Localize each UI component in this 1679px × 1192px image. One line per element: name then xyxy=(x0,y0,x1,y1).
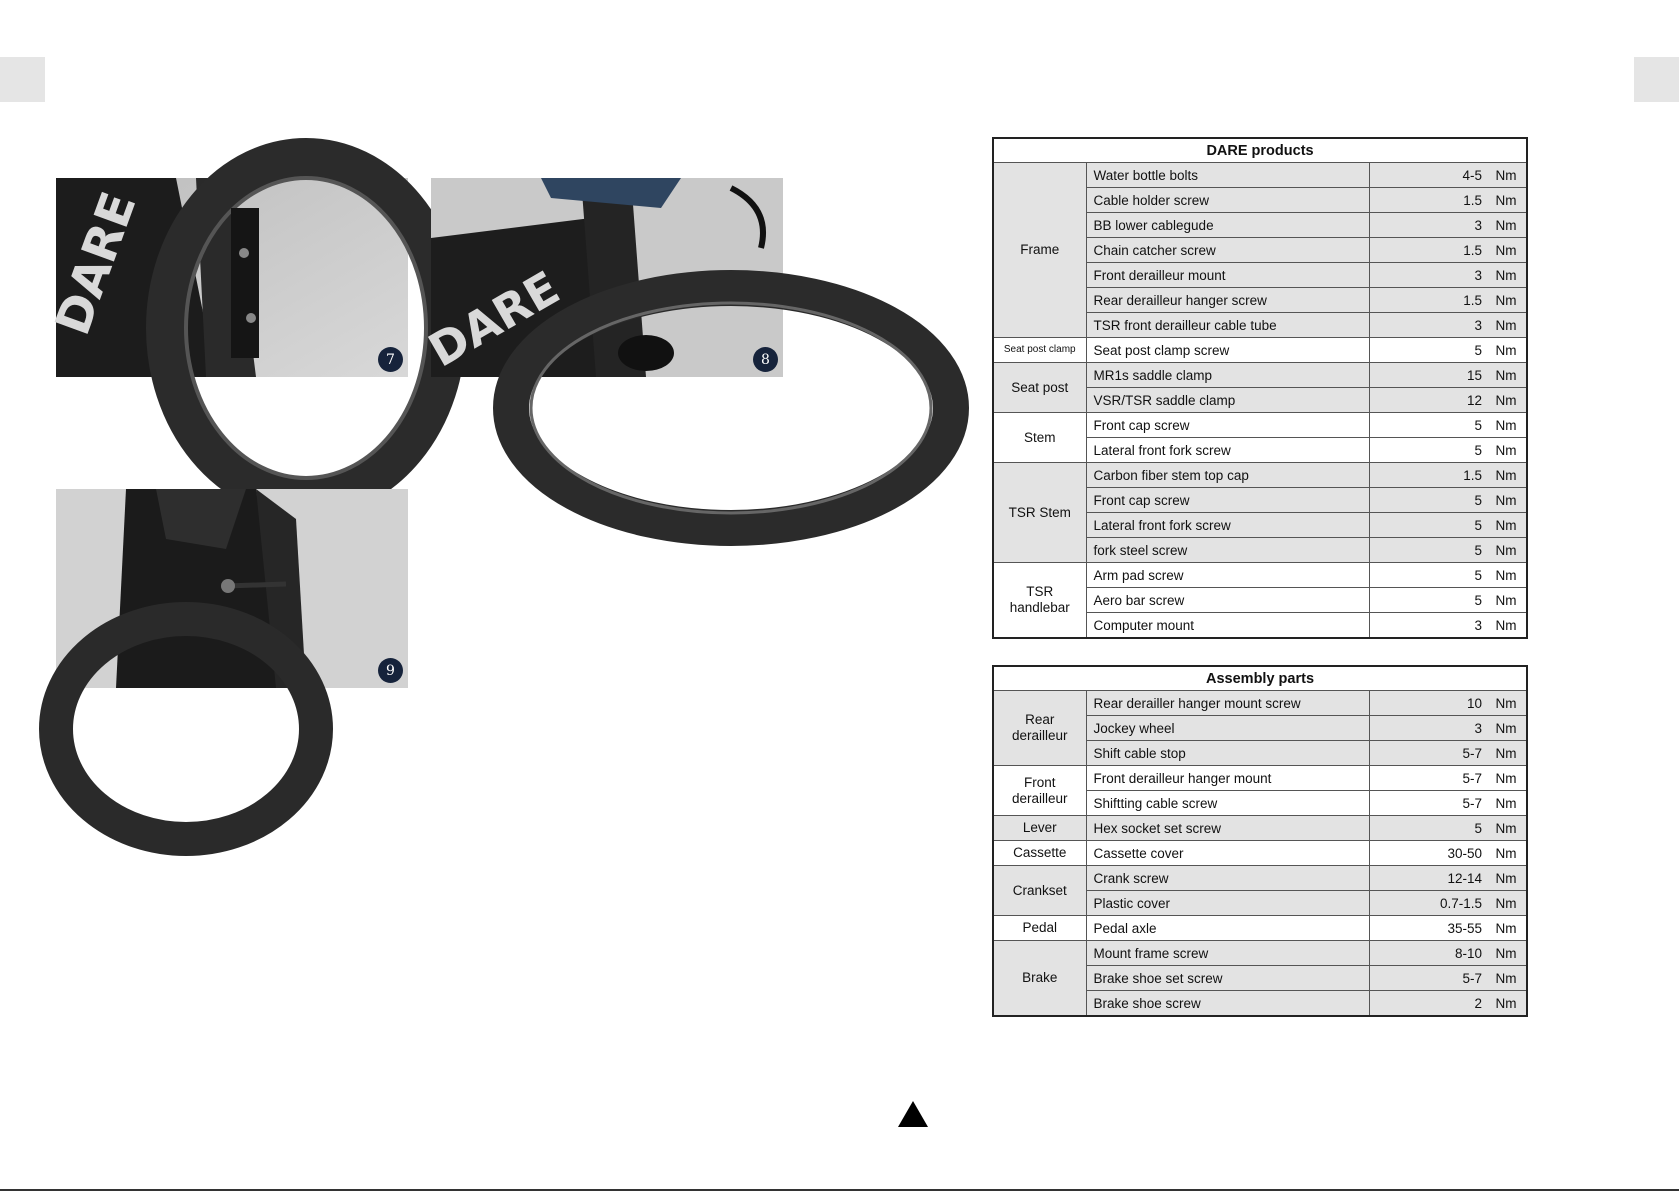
table-row xyxy=(993,413,1527,438)
torque-unit: Nm xyxy=(1495,192,1517,208)
torque-cell xyxy=(1369,841,1527,866)
torque-unit: Nm xyxy=(1495,442,1517,458)
torque-unit: Nm xyxy=(1495,267,1517,283)
torque-unit: Nm xyxy=(1495,920,1517,936)
torque-cell xyxy=(1369,613,1527,639)
part-name: Jockey wheel xyxy=(1086,716,1369,741)
table-row xyxy=(993,363,1527,388)
part-name: Cassette cover xyxy=(1086,841,1369,866)
group-label: TSR Stem xyxy=(993,463,1086,563)
torque-value: 5-7 xyxy=(1462,770,1483,786)
torque-unit: Nm xyxy=(1495,167,1517,183)
part-name: Shiftting cable screw xyxy=(1086,791,1369,816)
torque-unit: Nm xyxy=(1495,342,1517,358)
torque-cell xyxy=(1369,691,1527,716)
part-name: Front cap screw xyxy=(1086,488,1369,513)
torque-cell xyxy=(1369,263,1527,288)
part-name: fork steel screw xyxy=(1086,538,1369,563)
torque-value: 12-14 xyxy=(1447,870,1483,886)
group-label: TSR handlebar xyxy=(993,563,1086,639)
part-name: Chain catcher screw xyxy=(1086,238,1369,263)
svg-text:DARE: DARE xyxy=(44,185,148,343)
torque-cell xyxy=(1369,488,1527,513)
photo-7 xyxy=(44,178,408,377)
torque-cell xyxy=(1369,791,1527,816)
group-label: Frame xyxy=(993,163,1086,338)
table-row xyxy=(993,563,1527,588)
part-name: Aero bar screw xyxy=(1086,588,1369,613)
torque-cell xyxy=(1369,816,1527,841)
torque-cell xyxy=(1369,941,1527,966)
torque-unit: Nm xyxy=(1495,970,1517,986)
torque-value: 12 xyxy=(1467,392,1483,408)
torque-value: 3 xyxy=(1474,267,1483,283)
part-name: Shift cable stop xyxy=(1086,741,1369,766)
torque-cell xyxy=(1369,991,1527,1017)
photo-number-badge: 7 xyxy=(378,347,403,372)
part-name: Mount frame screw xyxy=(1086,941,1369,966)
part-name: VSR/TSR saddle clamp xyxy=(1086,388,1369,413)
table-row xyxy=(993,816,1527,841)
torque-value: 5-7 xyxy=(1462,970,1483,986)
torque-cell xyxy=(1369,213,1527,238)
part-name: Brake shoe screw xyxy=(1086,991,1369,1017)
photo-9 xyxy=(56,489,408,688)
torque-cell xyxy=(1369,563,1527,588)
torque-value: 5 xyxy=(1474,592,1483,608)
torque-value: 35-55 xyxy=(1447,920,1483,936)
bike-fork-crown-image xyxy=(56,489,408,688)
photo-number-badge: 9 xyxy=(378,658,403,683)
table-row xyxy=(993,916,1527,941)
part-name: Cable holder screw xyxy=(1086,188,1369,213)
torque-value: 1.5 xyxy=(1463,467,1483,483)
torque-unit: Nm xyxy=(1495,317,1517,333)
part-name: Lateral front fork screw xyxy=(1086,438,1369,463)
torque-unit: Nm xyxy=(1495,367,1517,383)
group-label: Crankset xyxy=(993,866,1086,916)
torque-value: 1.5 xyxy=(1463,292,1483,308)
torque-cell xyxy=(1369,188,1527,213)
torque-value: 30-50 xyxy=(1447,845,1483,861)
group-label: Lever xyxy=(993,816,1086,841)
torque-unit: Nm xyxy=(1495,392,1517,408)
torque-unit: Nm xyxy=(1495,417,1517,433)
torque-value: 3 xyxy=(1474,720,1483,736)
torque-unit: Nm xyxy=(1495,617,1517,633)
svg-text:DARE: DARE xyxy=(419,260,569,378)
part-name: Water bottle bolts xyxy=(1086,163,1369,188)
torque-cell xyxy=(1369,338,1527,363)
group-label: Seat post xyxy=(993,363,1086,413)
torque-unit: Nm xyxy=(1495,467,1517,483)
torque-value: 5 xyxy=(1474,442,1483,458)
torque-value: 8-10 xyxy=(1455,945,1483,961)
torque-unit: Nm xyxy=(1495,592,1517,608)
torque-value: 5 xyxy=(1474,567,1483,583)
torque-unit: Nm xyxy=(1495,995,1517,1011)
torque-value: 3 xyxy=(1474,317,1483,333)
torque-unit: Nm xyxy=(1495,517,1517,533)
part-name: BB lower cablegude xyxy=(1086,213,1369,238)
torque-unit: Nm xyxy=(1495,895,1517,911)
torque-value: 4-5 xyxy=(1462,167,1483,183)
part-name: Brake shoe set screw xyxy=(1086,966,1369,991)
torque-value: 5 xyxy=(1474,342,1483,358)
torque-unit: Nm xyxy=(1495,820,1517,836)
torque-cell xyxy=(1369,916,1527,941)
part-name: Rear derailler hanger mount screw xyxy=(1086,691,1369,716)
torque-cell xyxy=(1369,588,1527,613)
bike-fork-brake-image xyxy=(44,178,408,377)
torque-cell xyxy=(1369,966,1527,991)
torque-cell xyxy=(1369,513,1527,538)
group-label: Brake xyxy=(993,941,1086,1017)
photo-number-badge: 8 xyxy=(753,347,778,372)
part-name: Rear derailleur hanger screw xyxy=(1086,288,1369,313)
part-name: Carbon fiber stem top cap xyxy=(1086,463,1369,488)
part-name: Front cap screw xyxy=(1086,413,1369,438)
part-name: Lateral front fork screw xyxy=(1086,513,1369,538)
part-name: Front derailleur hanger mount xyxy=(1086,766,1369,791)
table-row xyxy=(993,163,1527,188)
torque-unit: Nm xyxy=(1495,845,1517,861)
torque-value: 3 xyxy=(1474,617,1483,633)
table-title: Assembly parts xyxy=(993,666,1527,691)
torque-cell xyxy=(1369,313,1527,338)
dare-products-table xyxy=(992,137,1528,639)
part-name: TSR front derailleur cable tube xyxy=(1086,313,1369,338)
torque-value: 5-7 xyxy=(1462,745,1483,761)
group-label: Seat post clamp xyxy=(993,338,1086,363)
assembly-parts-table xyxy=(992,665,1528,1017)
group-label: Stem xyxy=(993,413,1086,463)
group-label: Cassette xyxy=(993,841,1086,866)
table-row xyxy=(993,691,1527,716)
torque-value: 2 xyxy=(1474,995,1483,1011)
torque-value: 5 xyxy=(1474,417,1483,433)
part-name: Computer mount xyxy=(1086,613,1369,639)
part-name: MR1s saddle clamp xyxy=(1086,363,1369,388)
group-label: Pedal xyxy=(993,916,1086,941)
torque-cell xyxy=(1369,238,1527,263)
table-row xyxy=(993,866,1527,891)
group-label: Front derailleur xyxy=(993,766,1086,816)
torque-unit: Nm xyxy=(1495,567,1517,583)
torque-value: 5-7 xyxy=(1462,795,1483,811)
table-title: DARE products xyxy=(993,138,1527,163)
table-row xyxy=(993,841,1527,866)
torque-value: 0.7-1.5 xyxy=(1440,895,1483,911)
table-row xyxy=(993,941,1527,966)
torque-value: 5 xyxy=(1474,492,1483,508)
torque-cell xyxy=(1369,388,1527,413)
torque-cell xyxy=(1369,866,1527,891)
table-row xyxy=(993,338,1527,363)
triangle-marker-icon xyxy=(898,1101,928,1127)
torque-unit: Nm xyxy=(1495,242,1517,258)
part-name: Front derailleur mount xyxy=(1086,263,1369,288)
torque-value: 5 xyxy=(1474,820,1483,836)
torque-unit: Nm xyxy=(1495,217,1517,233)
torque-value: 15 xyxy=(1467,367,1483,383)
part-name: Arm pad screw xyxy=(1086,563,1369,588)
torque-cell xyxy=(1369,463,1527,488)
torque-cell xyxy=(1369,741,1527,766)
torque-cell xyxy=(1369,538,1527,563)
part-name: Plastic cover xyxy=(1086,891,1369,916)
torque-unit: Nm xyxy=(1495,542,1517,558)
torque-unit: Nm xyxy=(1495,720,1517,736)
part-name: Crank screw xyxy=(1086,866,1369,891)
part-name: Seat post clamp screw xyxy=(1086,338,1369,363)
torque-unit: Nm xyxy=(1495,745,1517,761)
torque-cell xyxy=(1369,716,1527,741)
torque-unit: Nm xyxy=(1495,292,1517,308)
torque-value: 3 xyxy=(1474,217,1483,233)
group-label: Rear derailleur xyxy=(993,691,1086,766)
torque-unit: Nm xyxy=(1495,492,1517,508)
left-page-tab xyxy=(0,57,45,102)
torque-cell xyxy=(1369,766,1527,791)
torque-value: 5 xyxy=(1474,517,1483,533)
torque-cell xyxy=(1369,413,1527,438)
table-row xyxy=(993,463,1527,488)
torque-value: 10 xyxy=(1467,695,1483,711)
right-page-tab xyxy=(1634,57,1679,102)
photo-8 xyxy=(419,178,783,378)
torque-cell xyxy=(1369,891,1527,916)
bottom-divider xyxy=(0,1189,1679,1191)
torque-value: 5 xyxy=(1474,542,1483,558)
torque-value: 1.5 xyxy=(1463,192,1483,208)
part-name: Pedal axle xyxy=(1086,916,1369,941)
bike-frame-hand-image xyxy=(419,178,783,378)
table-row xyxy=(993,766,1527,791)
torque-cell xyxy=(1369,363,1527,388)
torque-unit: Nm xyxy=(1495,695,1517,711)
torque-cell xyxy=(1369,288,1527,313)
torque-value: 1.5 xyxy=(1463,242,1483,258)
torque-cell xyxy=(1369,163,1527,188)
torque-cell xyxy=(1369,438,1527,463)
torque-unit: Nm xyxy=(1495,770,1517,786)
torque-unit: Nm xyxy=(1495,945,1517,961)
torque-unit: Nm xyxy=(1495,870,1517,886)
part-name: Hex socket set screw xyxy=(1086,816,1369,841)
torque-unit: Nm xyxy=(1495,795,1517,811)
